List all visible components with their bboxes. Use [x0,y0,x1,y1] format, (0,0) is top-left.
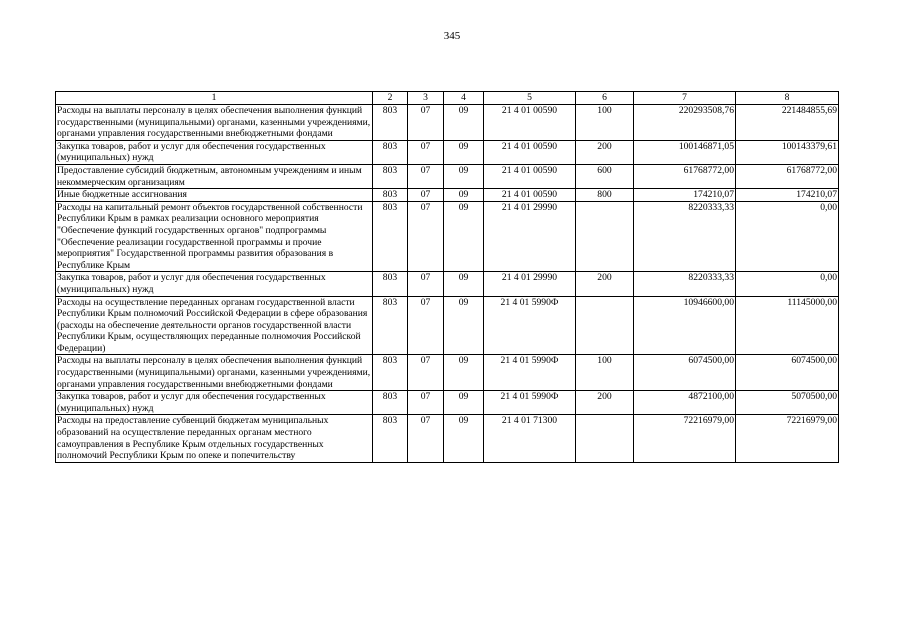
row-amount-year1: 61768772,00 [634,164,736,188]
header-col-4: 4 [444,92,484,105]
row-ministry-code: 803 [373,164,408,188]
row-name: Расходы на осуществление переданных органам государственной власти Республики Крым полномочий Российской Федерации в сфере образования (расходы на обеспечение деятельности органов государственной власти Республики Крым, осуществляющих переданные полномочия Российской Федерации) [56,296,373,355]
table-row [56,105,839,141]
row-ministry-code: 803 [373,391,408,415]
table-row [56,391,839,415]
row-target-article: 21 4 01 00590 [484,189,576,202]
row-expense-type: 100 [576,105,634,141]
row-amount-year2: 0,00 [736,272,839,296]
row-amount-year1: 10946600,00 [634,296,736,355]
row-section: 07 [408,189,444,202]
row-section: 07 [408,201,444,272]
row-name: Расходы на выплаты персоналу в целях обеспечения выполнения функций государственными (муниципальными) органами, казенными учреждениями, органами управления государственными внебюджетными фондами [56,355,373,391]
table-row [56,189,839,202]
row-target-article: 21 4 01 5990Ф [484,296,576,355]
row-ministry-code: 803 [373,272,408,296]
row-name: Предоставление субсидий бюджетным, автономным учреждениям и иным некоммерческим организациям [56,164,373,188]
row-name: Иные бюджетные ассигнования [56,189,373,202]
row-subsection: 09 [444,415,484,462]
table-row [56,201,839,272]
row-name: Расходы на предоставление субвенций бюджетам муниципальных образований на осуществление переданных органам местного самоуправления в Республике Крым отдельных государственных полномочий Республики Крым по опеке и попечительству [56,415,373,462]
row-subsection: 09 [444,355,484,391]
row-amount-year2: 61768772,00 [736,164,839,188]
header-col-7: 7 [634,92,736,105]
row-name: Закупка товаров, работ и услуг для обеспечения государственных (муниципальных) нужд [56,140,373,164]
row-amount-year2: 174210,07 [736,189,839,202]
row-amount-year2: 6074500,00 [736,355,839,391]
header-col-3: 3 [408,92,444,105]
row-target-article: 21 4 01 5990Ф [484,355,576,391]
row-amount-year1: 8220333,33 [634,201,736,272]
row-name: Расходы на капитальный ремонт объектов государственной собственности Республики Крым в рамках реализации основного мероприятия "Обеспечение функций государственных органов" подпрограммы "Обеспечение реализации государственной программы и прочие мероприятия" Государственной программы развития образования в Республике Крым [56,201,373,272]
page-number: 345 [443,30,461,42]
row-ministry-code: 803 [373,296,408,355]
row-subsection: 09 [444,140,484,164]
table-row [56,296,839,355]
row-subsection: 09 [444,296,484,355]
row-expense-type [576,201,634,272]
row-expense-type: 800 [576,189,634,202]
row-section: 07 [408,272,444,296]
row-amount-year1: 220293508,76 [634,105,736,141]
row-amount-year2: 5070500,00 [736,391,839,415]
row-expense-type: 100 [576,355,634,391]
row-name: Закупка товаров, работ и услуг для обеспечения государственных (муниципальных) нужд [56,272,373,296]
row-ministry-code: 803 [373,140,408,164]
row-amount-year1: 6074500,00 [634,355,736,391]
row-name: Расходы на выплаты персоналу в целях обеспечения выполнения функций государственными (муниципальными) органами, казенными учреждениями, органами управления государственными внебюджетными фондами [56,105,373,141]
row-expense-type: 200 [576,391,634,415]
row-target-article: 21 4 01 00590 [484,164,576,188]
header-col-5: 5 [484,92,576,105]
row-amount-year1: 8220333,33 [634,272,736,296]
row-amount-year2: 72216979,00 [736,415,839,462]
row-section: 07 [408,391,444,415]
row-ministry-code: 803 [373,415,408,462]
row-amount-year1: 4872100,00 [634,391,736,415]
table-row [56,272,839,296]
row-expense-type: 600 [576,164,634,188]
row-subsection: 09 [444,201,484,272]
header-col-8: 8 [736,92,839,105]
row-ministry-code: 803 [373,189,408,202]
row-expense-type [576,415,634,462]
header-col-1: 1 [56,92,373,105]
row-section: 07 [408,164,444,188]
table-row [56,164,839,188]
row-ministry-code: 803 [373,105,408,141]
row-subsection: 09 [444,272,484,296]
row-amount-year2: 11145000,00 [736,296,839,355]
row-subsection: 09 [444,391,484,415]
row-ministry-code: 803 [373,201,408,272]
row-amount-year1: 72216979,00 [634,415,736,462]
row-amount-year2: 0,00 [736,201,839,272]
table-row [56,415,839,462]
row-target-article: 21 4 01 29990 [484,272,576,296]
table-row [56,140,839,164]
row-amount-year1: 100146871,05 [634,140,736,164]
row-target-article: 21 4 01 5990Ф [484,391,576,415]
row-target-article: 21 4 01 00590 [484,105,576,141]
row-target-article: 21 4 01 71300 [484,415,576,462]
row-subsection: 09 [444,105,484,141]
row-subsection: 09 [444,189,484,202]
row-target-article: 21 4 01 00590 [484,140,576,164]
row-section: 07 [408,355,444,391]
table-row [56,355,839,391]
row-amount-year2: 100143379,61 [736,140,839,164]
row-amount-year2: 221484855,69 [736,105,839,141]
header-col-6: 6 [576,92,634,105]
row-amount-year1: 174210,07 [634,189,736,202]
row-expense-type: 200 [576,272,634,296]
header-col-2: 2 [373,92,408,105]
row-section: 07 [408,140,444,164]
row-name: Закупка товаров, работ и услуг для обеспечения государственных (муниципальных) нужд [56,391,373,415]
row-subsection: 09 [444,164,484,188]
row-target-article: 21 4 01 29990 [484,201,576,272]
row-section: 07 [408,105,444,141]
header-row [56,92,839,105]
row-expense-type: 200 [576,140,634,164]
row-ministry-code: 803 [373,355,408,391]
budget-table [55,91,839,463]
row-expense-type [576,296,634,355]
row-section: 07 [408,296,444,355]
row-section: 07 [408,415,444,462]
